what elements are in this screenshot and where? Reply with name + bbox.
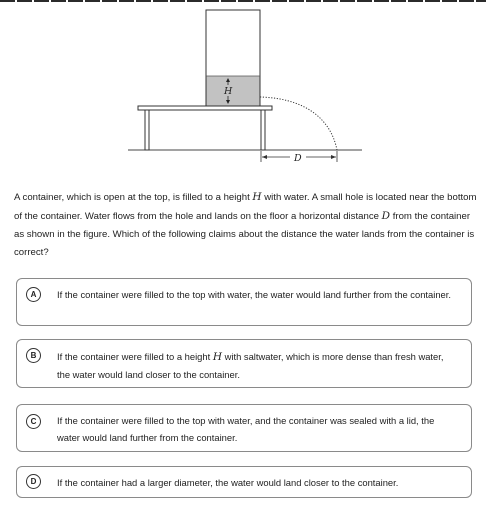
option-variable-h: H — [212, 351, 222, 363]
answer-option-a[interactable] — [16, 278, 472, 326]
option-text — [57, 286, 457, 303]
option-text-part: with saltwater, which is more dense than fresh water, the water would land closer to the container. — [57, 351, 444, 380]
option-text — [57, 474, 457, 491]
option-text-part: If the container had a larger diameter, the water would land closer to the container. — [57, 477, 399, 488]
option-text-part: If the container were filled to the top with water, and the container was sealed with a lid, the water would land further from the container. — [57, 415, 435, 443]
stem-variable-h: H — [252, 191, 262, 203]
option-text-part: If the container were filled to the top with water, the water would land further from the container. — [57, 289, 451, 300]
stem-variable-d: D — [381, 210, 391, 222]
answer-option-c[interactable] — [16, 404, 472, 452]
option-text — [57, 348, 457, 383]
distance-arrow-head-left — [262, 155, 267, 159]
option-letter-badge: A — [26, 287, 41, 302]
height-label: H — [224, 86, 233, 97]
option-text — [57, 412, 457, 446]
table-leg-right — [261, 110, 265, 150]
answer-option-d[interactable] — [16, 466, 472, 498]
option-letter-badge: B — [26, 348, 41, 363]
table-leg-left — [145, 110, 149, 150]
answer-option-b[interactable] — [16, 339, 472, 388]
question-stem — [14, 188, 480, 262]
option-letter-badge: D — [26, 474, 41, 489]
option-text-part: If the container were filled to a height — [57, 351, 213, 362]
stem-text-3: from the container as shown in the figure. Which of the following claims about the distance the water lands from the container is correct? — [14, 211, 475, 258]
stem-text-1: A container, which is open at the top, is filled to a height — [14, 192, 253, 203]
table-top — [138, 106, 272, 110]
option-letter-badge: C — [26, 414, 41, 429]
distance-label: D — [294, 153, 302, 164]
container-figure — [0, 0, 486, 175]
stem-text-2: with water. A small hole is located near the bottom of the container. Water flows from the hole and lands on the floor a horizontal distance — [14, 192, 477, 222]
distance-arrow-head-right — [331, 155, 336, 159]
water-trajectory — [260, 97, 337, 150]
